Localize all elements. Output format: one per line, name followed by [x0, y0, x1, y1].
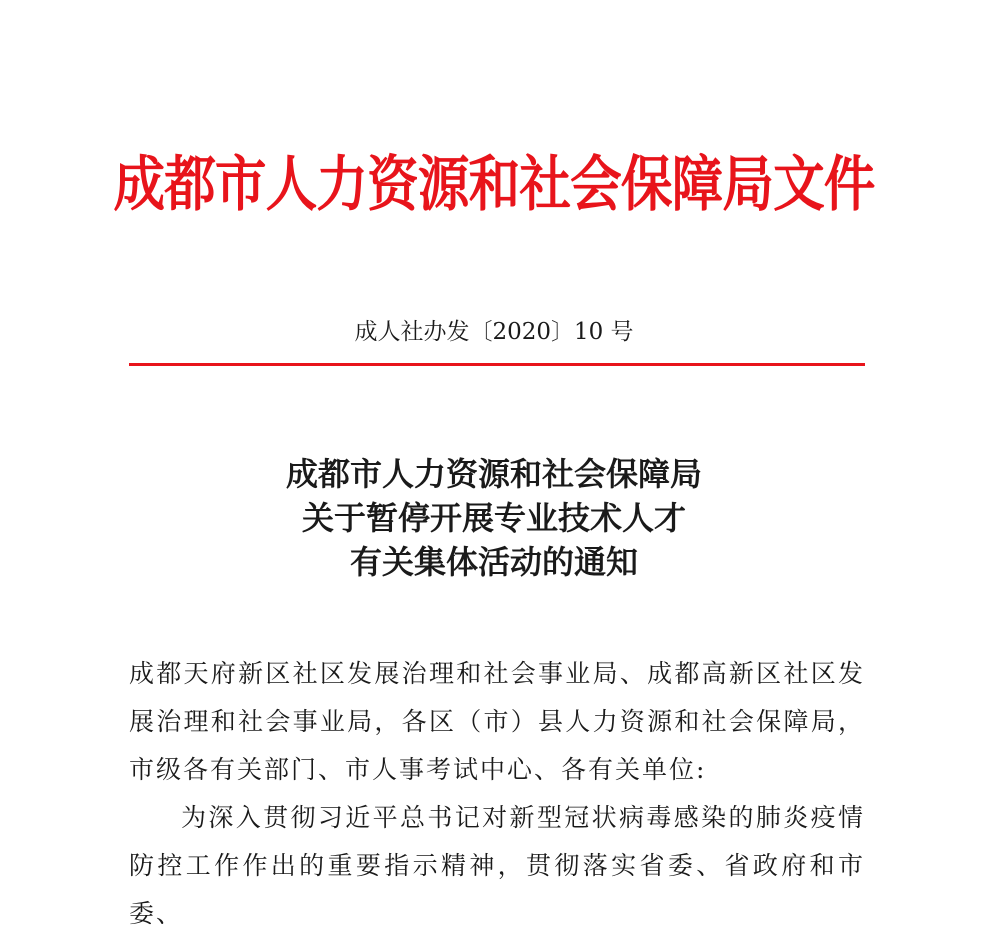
document-body	[129, 650, 865, 938]
body-paragraph: 为深入贯彻习近平总书记对新型冠状病毒感染的肺炎疫情防控工作作出的重要指示精神，贯彻落实省委、省政府和市委、	[129, 803, 865, 928]
document-number: 成人社办发〔2020〕10 号	[354, 319, 634, 345]
notice-title-line: 成都市人力资源和社会保障局	[285, 455, 702, 493]
notice-title-line: 有关集体活动的通知	[349, 543, 638, 581]
notice-title	[0, 452, 988, 584]
addressees-paragraph: 成都天府新区社区发展治理和社会事业局、成都高新区社区发展治理和社会事业局，各区（市）县人力资源和社会保障局，市级各有关部门、市人事考试中心、各有关单位:	[129, 659, 865, 784]
notice-title-line: 关于暂停开展专业技术人才	[301, 499, 686, 537]
red-divider-line	[129, 363, 865, 366]
document-header-title: 成都市人力资源和社会保障局文件	[113, 150, 875, 220]
